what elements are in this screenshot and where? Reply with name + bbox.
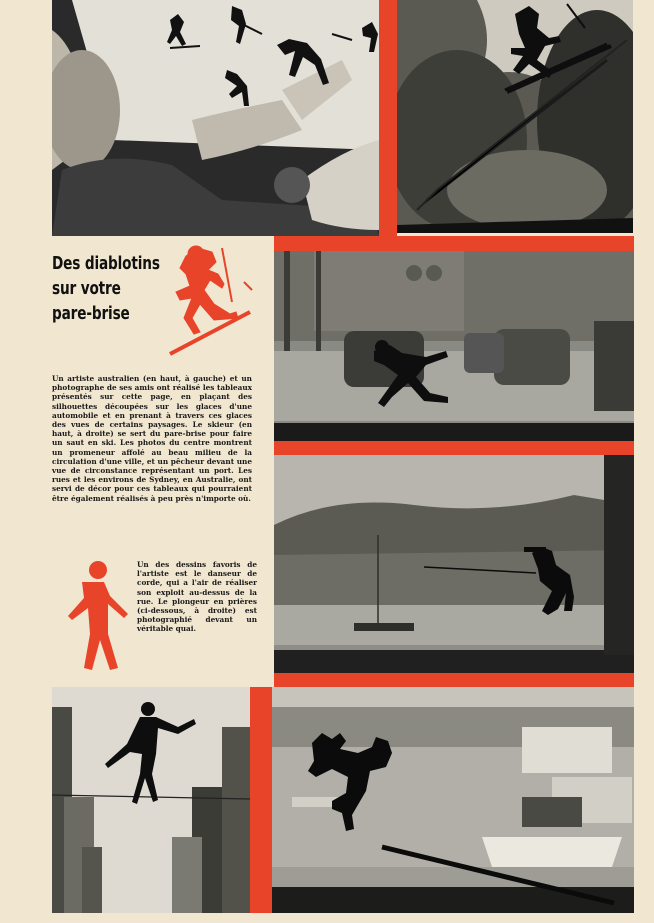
- tightrope-walker-photo: [52, 687, 250, 913]
- red-divider-vertical-top: [379, 0, 397, 240]
- title-line: pare-brise: [52, 304, 130, 324]
- title-line: sur votre: [52, 279, 121, 299]
- red-divider-horizontal-3: [274, 673, 634, 687]
- pedestrian-in-traffic-photo: [274, 251, 634, 441]
- diver-at-quay-photo: [272, 687, 634, 913]
- fisherman-at-port-photo: [274, 455, 634, 673]
- article-title: [52, 252, 160, 327]
- article-body: Un artiste australien (en haut, à gauche) et un photographe de ses amis ont réalisé les tableaux présentés sur cette page, en plaçant des silhouettes découpées sur les glaces d'une automobile et en prenant à travers ces glaces des vues de certains paysages. Le skieur (en haut, à droite) se sert du pare-brise pour faire un saut en ski. Les photos du centre montrent un promeneur affolé au beau milieu de la circulation d'une ville, et un pêcheur devant une vue de circonstance représentant un port. Les rues et les environs de Sydney, en Australie, ont servi de décor pour ces tableaux qui pourraient être également réalisés à peu près n'importe où.: [52, 374, 252, 503]
- caption-text: Un des dessins favoris de l'artiste est le danseur de corde, qui a l'air de réaliser son exploit au-dessus de la rue. Le plongeur en prières (ci-dessous, à droite) est photographié devant un véritable quai.: [137, 560, 257, 634]
- red-divider-vertical-bottom: [250, 687, 272, 913]
- artist-at-windshield-photo: [52, 0, 379, 236]
- red-divider-horizontal-1: [274, 236, 634, 251]
- title-line: Des diablotins: [52, 254, 160, 274]
- red-divider-horizontal-2: [274, 441, 634, 455]
- skier-on-wiper-photo: [397, 0, 633, 233]
- red-dancer-figure: [52, 556, 132, 674]
- red-skier-figure: [162, 242, 258, 360]
